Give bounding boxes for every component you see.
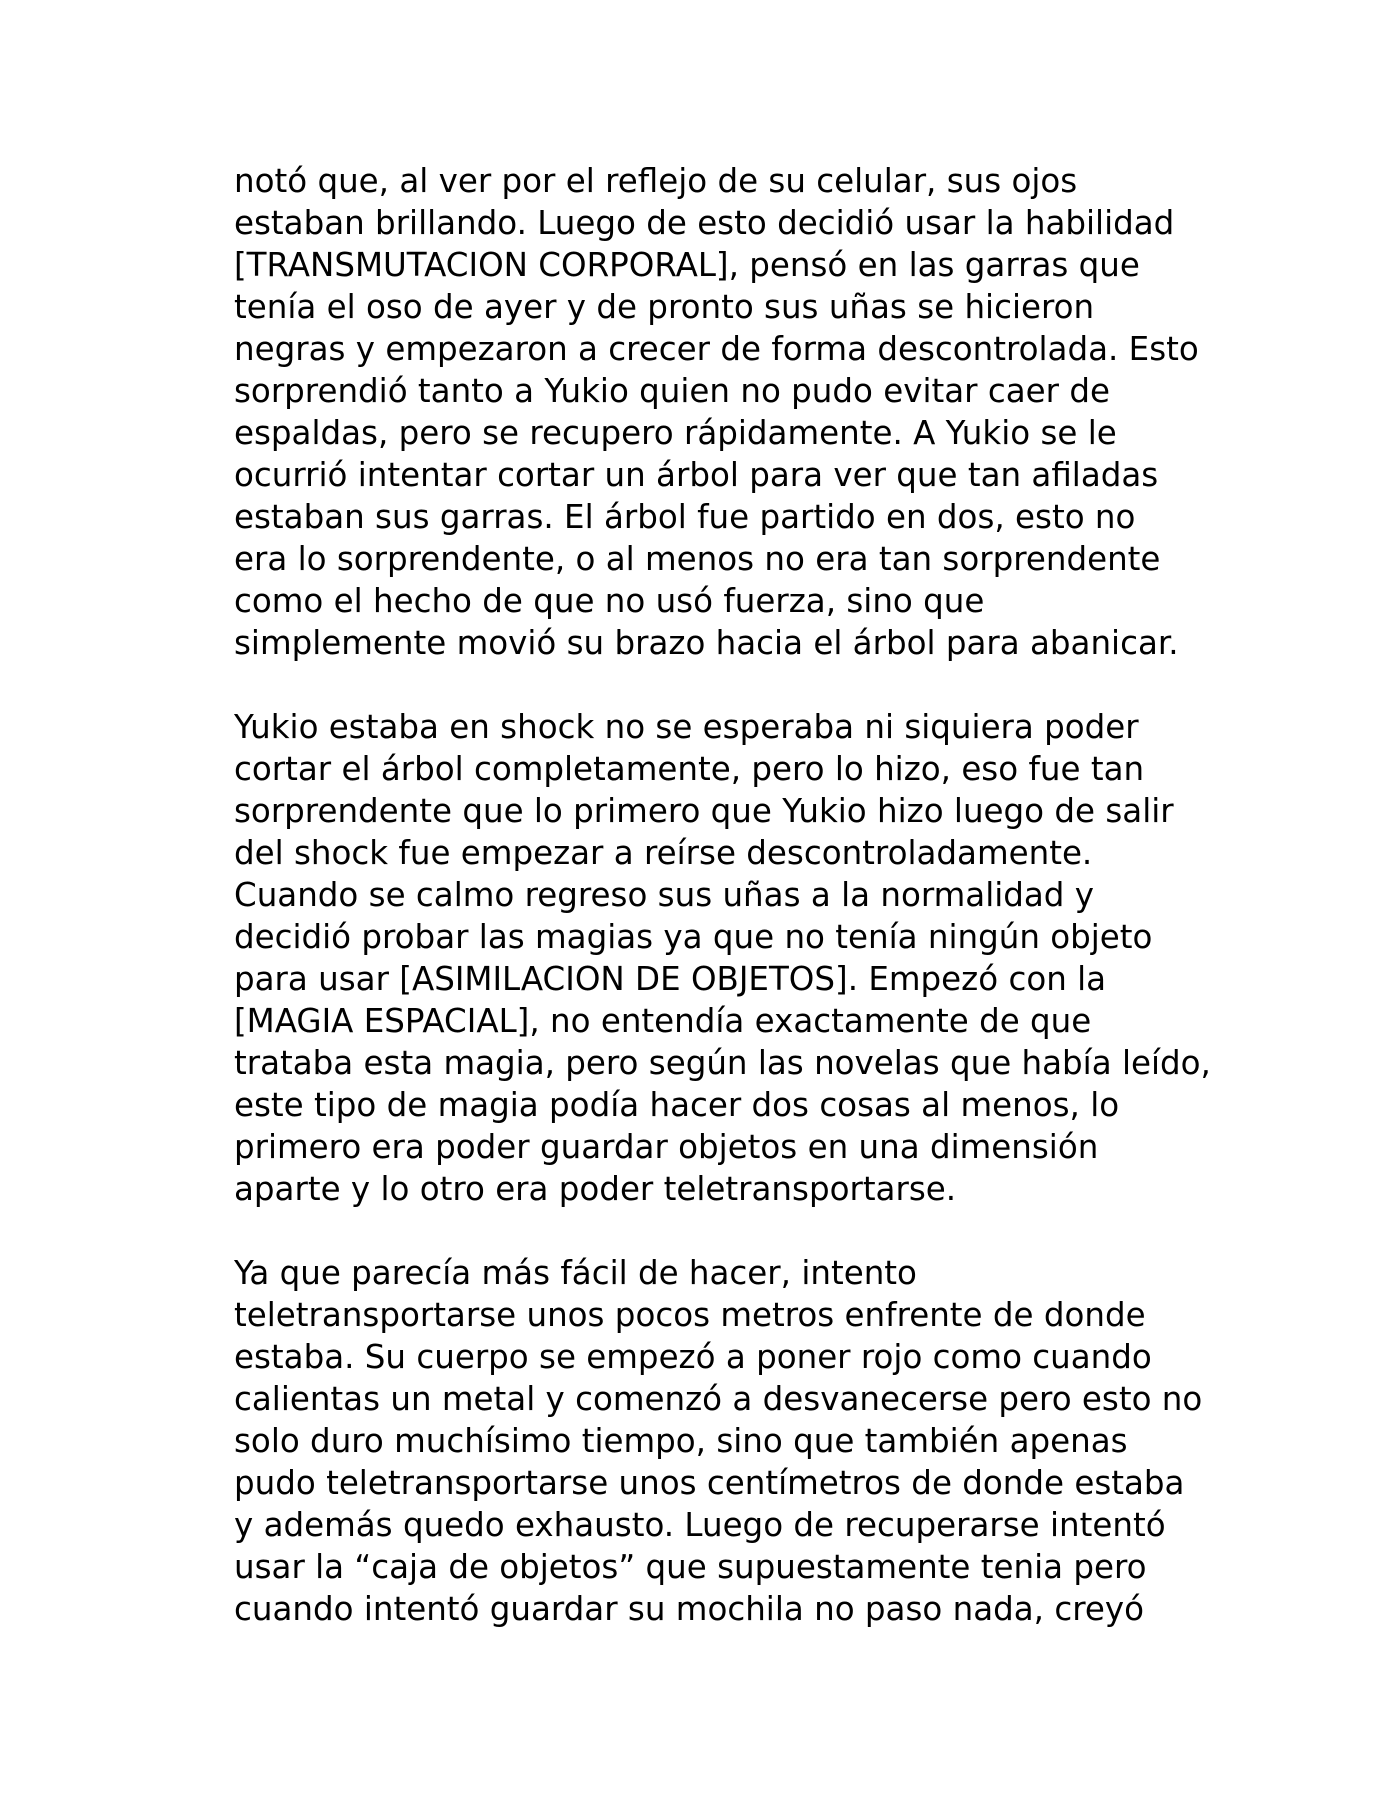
text-line: sorprendió tanto a Yukio quien no pudo evitar caer de: [234, 372, 1110, 410]
text-line: Yukio estaba en shock no se esperaba ni siquiera poder: [234, 708, 1139, 746]
text-line: Ya que parecía más fácil de hacer, intento: [234, 1254, 917, 1292]
text-line: cuando intentó guardar su mochila no paso nada, creyó: [234, 1590, 1144, 1628]
text-line: notó que, al ver por el reflejo de su celular, sus ojos: [234, 162, 1078, 200]
text-line: aparte y lo otro era poder teletransportarse.: [234, 1170, 957, 1208]
paragraph-2: [234, 706, 1234, 1210]
text-line: ocurrió intentar cortar un árbol para ver que tan afiladas: [234, 456, 1159, 494]
body-text: [234, 160, 1234, 1672]
text-line: era lo sorprendente, o al menos no era tan sorprendente: [234, 540, 1161, 578]
text-line: calientas un metal y comenzó a desvanecerse pero esto no: [234, 1380, 1203, 1418]
text-line: usar la “caja de objetos” que supuestamente tenia pero: [234, 1548, 1147, 1586]
text-line: tenía el oso de ayer y de pronto sus uñas se hicieron: [234, 288, 1095, 326]
text-line: sorprendente que lo primero que Yukio hizo luego de salir: [234, 792, 1174, 830]
text-line: teletransportarse unos pocos metros enfrente de donde: [234, 1296, 1146, 1334]
text-line: cortar el árbol completamente, pero lo hizo, eso fue tan: [234, 750, 1145, 788]
text-line: y además quedo exhausto. Luego de recuperarse intentó: [234, 1506, 1166, 1544]
text-line: trataba esta magia, pero según las novelas que había leído,: [234, 1044, 1211, 1082]
text-line: simplemente movió su brazo hacia el árbol para abanicar.: [234, 624, 1179, 662]
text-line: [MAGIA ESPACIAL], no entendía exactamente de que: [234, 1002, 1092, 1040]
text-line: [TRANSMUTACION CORPORAL], pensó en las garras que: [234, 246, 1140, 284]
text-line: estaba. Su cuerpo se empezó a poner rojo como cuando: [234, 1338, 1152, 1376]
text-line: como el hecho de que no usó fuerza, sino que: [234, 582, 985, 620]
paragraph-3: [234, 1252, 1234, 1630]
text-line: estaban brillando. Luego de esto decidió usar la habilidad: [234, 204, 1175, 242]
text-line: espaldas, pero se recupero rápidamente. A Yukio se le: [234, 414, 1117, 452]
text-line: decidió probar las magias ya que no tenía ningún objeto: [234, 918, 1153, 956]
text-line: primero era poder guardar objetos en una dimensión: [234, 1128, 1099, 1166]
text-line: del shock fue empezar a reírse descontroladamente.: [234, 834, 1093, 872]
text-line: solo duro muchísimo tiempo, sino que también apenas: [234, 1422, 1128, 1460]
text-line: este tipo de magia podía hacer dos cosas al menos, lo: [234, 1086, 1120, 1124]
text-line: negras y empezaron a crecer de forma descontrolada. Esto: [234, 330, 1199, 368]
text-line: pudo teletransportarse unos centímetros de donde estaba: [234, 1464, 1185, 1502]
text-line: estaban sus garras. El árbol fue partido en dos, esto no: [234, 498, 1136, 536]
text-line: Cuando se calmo regreso sus uñas a la normalidad y: [234, 876, 1094, 914]
paragraph-1: [234, 160, 1234, 664]
text-line: para usar [ASIMILACION DE OBJETOS]. Empezó con la: [234, 960, 1107, 998]
